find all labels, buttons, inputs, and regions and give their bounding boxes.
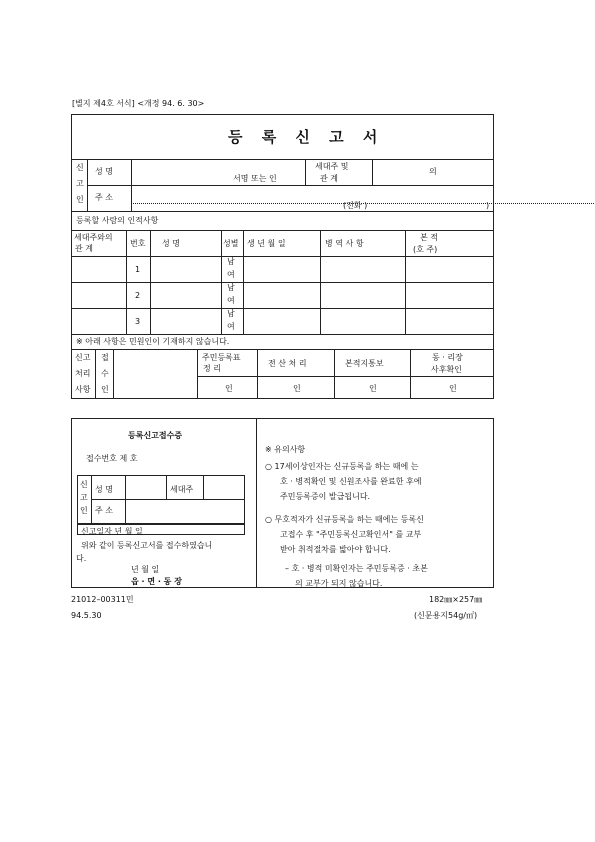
dotted-line [131, 203, 594, 204]
col-number: 번호 [130, 239, 146, 248]
row-number: 1 [135, 265, 141, 274]
receipt-household-label: 세대주 [170, 485, 194, 494]
note-line: – 호 · 병적 미확인자는 주민등록증 · 초본 [285, 564, 428, 573]
note-line: ○ 17세이상인자는 신규등록을 하는 때에 는 [265, 462, 419, 471]
reporter-name-label: 성 명 [95, 167, 113, 176]
note-line: 의 교부가 되지 않습니다. [295, 579, 383, 588]
receipt-name-label: 성 명 [95, 485, 113, 494]
reporter-side-1: 신 [76, 163, 84, 172]
col-relation-1: 세대주와의 [74, 233, 113, 242]
authority: 읍 · 면 · 동 장 [131, 577, 182, 586]
office-col1-2: 정 리 [203, 364, 221, 373]
phone-close-paren: ) [486, 201, 490, 210]
notes-heading: ※ 유의사항 [265, 445, 306, 454]
form-reference: [별지 제4호 서식] <개정 94. 6. 30> [72, 99, 205, 108]
paper-size: 182㎜×257㎜ [429, 595, 483, 604]
sex-female[interactable]: 여 [227, 270, 235, 279]
note-line: 받아 취적절차를 밟아야 합니다. [280, 545, 391, 554]
sex-male[interactable]: 남 [227, 309, 235, 318]
col-origin-2: (호 주) [413, 245, 438, 254]
ui-label: 의 [429, 167, 437, 176]
receipt-side-3: 인 [80, 506, 88, 515]
note-line: 주민등록증이 발급됩니다. [280, 492, 371, 501]
seal-mark: 인 [225, 384, 233, 393]
sex-female[interactable]: 여 [227, 322, 235, 331]
note-line: 호 · 병적확인 및 신원조사를 완료한 후에 [280, 477, 422, 486]
col-name: 성 명 [162, 239, 180, 248]
receipt-side-1: 신 [80, 480, 88, 489]
receipt-household-field[interactable] [204, 476, 244, 498]
receipt-address-label: 주 소 [95, 506, 113, 515]
reporter-address-label: 주 소 [95, 193, 113, 202]
report-date: 신고일자 년 월 일 [81, 527, 143, 536]
col-military: 병 역 사 항 [325, 239, 364, 248]
office-side-2: 처리 [75, 369, 91, 378]
accepted-text: 위와 같이 등록신고서를 접수하였습니 [81, 541, 213, 550]
receipt-seal-1: 접 [101, 353, 109, 362]
form-date: 94.5.30 [71, 611, 102, 620]
office-col4-1: 동 · 리장 [432, 353, 463, 362]
phone-label: (전화 ) [343, 201, 368, 210]
household-relation-label-1: 세대주 및 [315, 162, 349, 171]
sex-male[interactable]: 남 [227, 257, 235, 266]
receipt-title: 등록신고접수증 [128, 431, 183, 440]
form-code: 21012–00311민 [71, 595, 134, 604]
reporter-name-field[interactable] [132, 160, 304, 184]
receipt-seal-2: 수 [101, 369, 109, 378]
row-number: 3 [135, 317, 141, 326]
seal-mark: 인 [369, 384, 377, 393]
receipt-name-field[interactable] [126, 476, 165, 498]
office-note: ※ 아래 사항은 민원인이 기재하지 않습니다. [76, 337, 230, 346]
note-line: 고접수 후 "주민등록신고확인서" 를 교부 [280, 530, 422, 539]
sign-label: 서명 또는 인 [233, 174, 277, 183]
office-side-1: 신고 [75, 353, 91, 362]
receipt-side-2: 고 [80, 493, 88, 502]
office-col2: 전 산 처 리 [268, 359, 307, 368]
form-title: 등 록 신 고 서 [228, 128, 385, 146]
sex-female[interactable]: 여 [227, 296, 235, 305]
persons-header: 등록할 사람의 인적사항 [76, 216, 159, 225]
reporter-side-3: 인 [76, 195, 84, 204]
row-number: 2 [135, 291, 141, 300]
household-relation-label-2: 관 계 [320, 174, 338, 183]
accepted-text-2: 다. [76, 554, 87, 563]
col-origin-1: 본 적 [420, 233, 438, 242]
reporter-address-field[interactable] [132, 186, 493, 210]
office-col3: 본적지통보 [345, 359, 384, 368]
col-birth: 생 년 월 일 [247, 239, 286, 248]
receipt-seal-3: 인 [101, 385, 109, 394]
sex-male[interactable]: 남 [227, 283, 235, 292]
paper-type: (신문용지54g/㎡) [414, 611, 478, 620]
office-col4-2: 사후확인 [431, 365, 462, 374]
seal-mark: 인 [293, 384, 301, 393]
note-line: ○ 무호적자가 신규등록을 하는 때에는 등록신 [265, 515, 424, 524]
col-relation-2: 관 계 [75, 244, 93, 253]
office-col1-1: 주민등록표 [202, 353, 241, 362]
receipt-date-2: 년 월 일 [131, 565, 160, 574]
office-side-3: 사항 [75, 385, 91, 394]
reporter-side-2: 고 [76, 179, 84, 188]
receipt-number: 접수번호 제 호 [86, 454, 138, 463]
col-sex: 성별 [223, 239, 239, 248]
seal-mark: 인 [449, 384, 457, 393]
